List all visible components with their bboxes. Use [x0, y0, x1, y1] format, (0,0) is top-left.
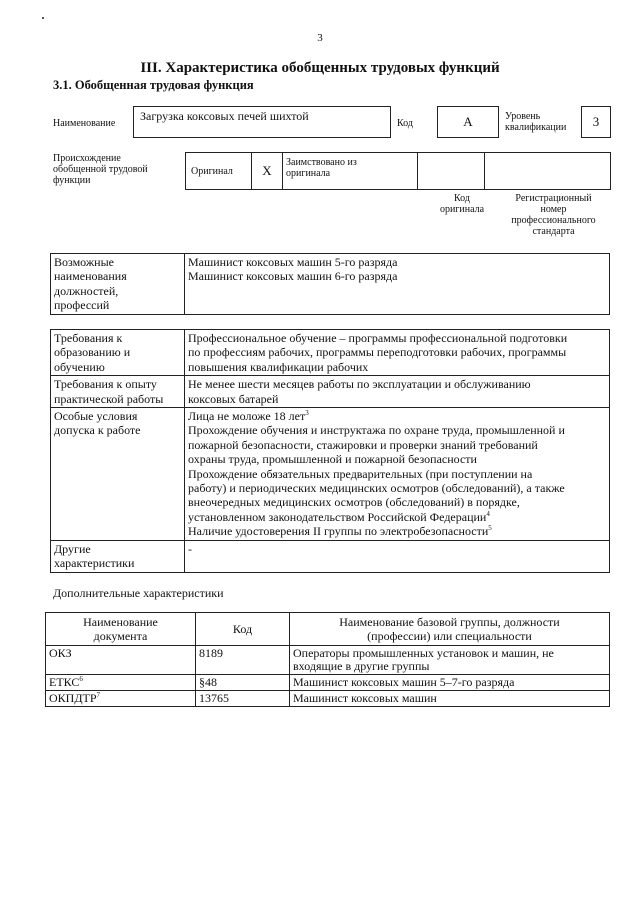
- special-condition-line: пожарной безопасности, стажировки и проверки знаний требований: [188, 437, 538, 452]
- special-condition-line: [188, 409, 606, 423]
- page-number: 3: [317, 32, 323, 44]
- special-condition-text: Лица не моложе 18 лет: [188, 409, 306, 424]
- section-title: III. Характеристика обобщенных трудовых функций: [140, 60, 500, 76]
- special-condition-line: [188, 524, 606, 538]
- document-name: ОКЗ: [49, 646, 72, 660]
- level-label-line: Уровень: [505, 111, 541, 122]
- name-cell: Машинист коксовых машин: [290, 691, 610, 707]
- table-row: [46, 691, 610, 707]
- table-row: [46, 675, 610, 691]
- document-cell: [46, 675, 196, 691]
- education-label: [51, 330, 185, 376]
- column-header-document: [46, 613, 196, 646]
- footnote-mark: 6: [79, 675, 83, 683]
- code-label: Код: [397, 118, 413, 129]
- experience-value: [185, 376, 610, 408]
- additional-table: [45, 612, 610, 707]
- positions-table: [50, 253, 610, 315]
- table-row: [46, 646, 610, 675]
- origin-label: [53, 153, 148, 186]
- registration-caption-line: профессионального: [511, 215, 596, 226]
- footnote-mark: 4: [486, 509, 490, 518]
- column-header-code: Код: [196, 613, 290, 646]
- origin-table: [185, 152, 611, 190]
- positions-label-line: Возможные: [54, 255, 114, 269]
- position-name: Машинист коксовых машин 6-го разряда: [188, 269, 398, 284]
- borrowed-label-line: оригинала: [286, 168, 331, 179]
- origin-label-line: обобщенной трудовой: [53, 164, 148, 175]
- special-label-line: допуска к работе: [54, 423, 141, 438]
- registration-caption-line: Регистрационный: [515, 193, 592, 204]
- code-value: А: [463, 114, 473, 129]
- column-header-line: документа: [93, 629, 148, 643]
- special-condition-line: Прохождение обязательных предварительных (при поступлении на: [188, 466, 533, 481]
- column-header-name: [290, 613, 610, 646]
- requirements-table: [50, 329, 610, 573]
- document-name: ЕТКС: [49, 675, 80, 689]
- positions-label: [51, 254, 185, 315]
- experience-value-line: Не менее шести месяцев работы по эксплуатации и обслуживанию: [188, 377, 531, 392]
- special-condition-line: охраны труда, промышленной и пожарной безопасности: [188, 452, 477, 467]
- education-label-line: обучению: [54, 359, 105, 374]
- code-cell: 13765: [196, 691, 290, 707]
- experience-value-line: коксовых батарей: [188, 391, 279, 406]
- level-box: [581, 106, 611, 138]
- column-header-line: (профессии) или специальности: [367, 629, 532, 643]
- other-value: -: [185, 540, 610, 572]
- other-label-line: Другие: [54, 541, 91, 556]
- education-label-line: Требования к: [54, 331, 123, 345]
- special-condition-line: [188, 510, 606, 524]
- education-value: [185, 330, 610, 376]
- name-line: Операторы промышленных установок и машин, не: [293, 646, 554, 660]
- origin-label-line: Происхождение: [53, 153, 121, 164]
- code-caption: [430, 193, 494, 215]
- name-label: Наименование: [53, 118, 116, 129]
- name-cell: [290, 646, 610, 675]
- subsection-title: 3.1. Обобщенная трудовая функция: [53, 78, 254, 92]
- borrowed-label: [283, 153, 418, 190]
- original-code-cell: [418, 153, 485, 190]
- name-line: входящие в другие группы: [293, 659, 430, 673]
- document-cell: [46, 646, 196, 675]
- education-label-line: образованию и: [54, 345, 131, 360]
- position-name: Машинист коксовых машин 5-го разряда: [188, 255, 398, 269]
- additional-title: Дополнительные характеристики: [53, 586, 224, 600]
- level-value: 3: [592, 114, 600, 129]
- education-value-line: повышения квалификации рабочих: [188, 359, 369, 374]
- origin-label-line: функции: [53, 175, 91, 186]
- registration-caption-line: номер: [540, 204, 567, 215]
- column-header-line: Наименование базовой группы, должности: [339, 615, 560, 629]
- education-value-line: по профессиям рабочих, программы переподготовки рабочих, программы: [188, 345, 567, 360]
- footnote-mark: 5: [488, 524, 492, 533]
- scan-speck: [42, 17, 44, 19]
- education-value-line: Профессиональное обучение – программы профессиональной подготовки: [188, 331, 568, 345]
- footnote-mark: 3: [305, 409, 309, 418]
- special-conditions-label: [51, 408, 185, 541]
- level-label-line: квалификации: [505, 122, 567, 133]
- positions-label-line: должностей,: [54, 283, 119, 298]
- document-cell: [46, 691, 196, 707]
- function-name: Загрузка коксовых печей шихтой: [140, 109, 309, 123]
- document-name: ОКПДТР: [49, 691, 97, 705]
- special-label-line: Особые условия: [54, 409, 138, 424]
- special-condition-line: работу) и периодических медицинских осмотров (обследований), а также: [188, 481, 565, 496]
- code-box: [437, 106, 499, 138]
- positions-label-line: профессий: [54, 298, 110, 313]
- name-box: [133, 106, 391, 138]
- registration-caption: [496, 193, 611, 237]
- other-label-line: характеристики: [54, 556, 135, 571]
- original-mark: X: [252, 153, 283, 190]
- other-label: [51, 540, 185, 572]
- special-condition-text: установленном законодательством Российской Федерации: [188, 509, 487, 524]
- registration-number-cell: [485, 153, 611, 190]
- special-condition-text: Наличие удостоверения II группы по электробезопасности: [188, 524, 489, 539]
- experience-label-line: Требования к опыту: [54, 377, 157, 392]
- borrowed-label-line: Заимствовано из: [286, 157, 357, 168]
- special-conditions-value: [185, 408, 610, 541]
- experience-label-line: практической работы: [54, 391, 164, 406]
- original-label: Оригинал: [186, 153, 252, 190]
- column-header-line: Наименование: [83, 615, 158, 629]
- registration-caption-line: стандарта: [532, 226, 575, 237]
- positions-label-line: наименования: [54, 269, 127, 284]
- special-condition-line: внеочередных медицинских осмотров (обследований) в порядке,: [188, 495, 520, 510]
- experience-label: [51, 376, 185, 408]
- level-label: [505, 111, 566, 133]
- code-caption-line: оригинала: [439, 204, 485, 215]
- name-cell: Машинист коксовых машин 5–7-го разряда: [290, 675, 610, 691]
- positions-value: [185, 254, 610, 315]
- code-cell: 8189: [196, 646, 290, 675]
- code-cell: §48: [196, 675, 290, 691]
- footnote-mark: 7: [96, 691, 101, 699]
- code-caption-line: Код: [454, 193, 470, 204]
- special-condition-line: Прохождение обучения и инструктажа по охране труда, промышленной и: [188, 423, 565, 438]
